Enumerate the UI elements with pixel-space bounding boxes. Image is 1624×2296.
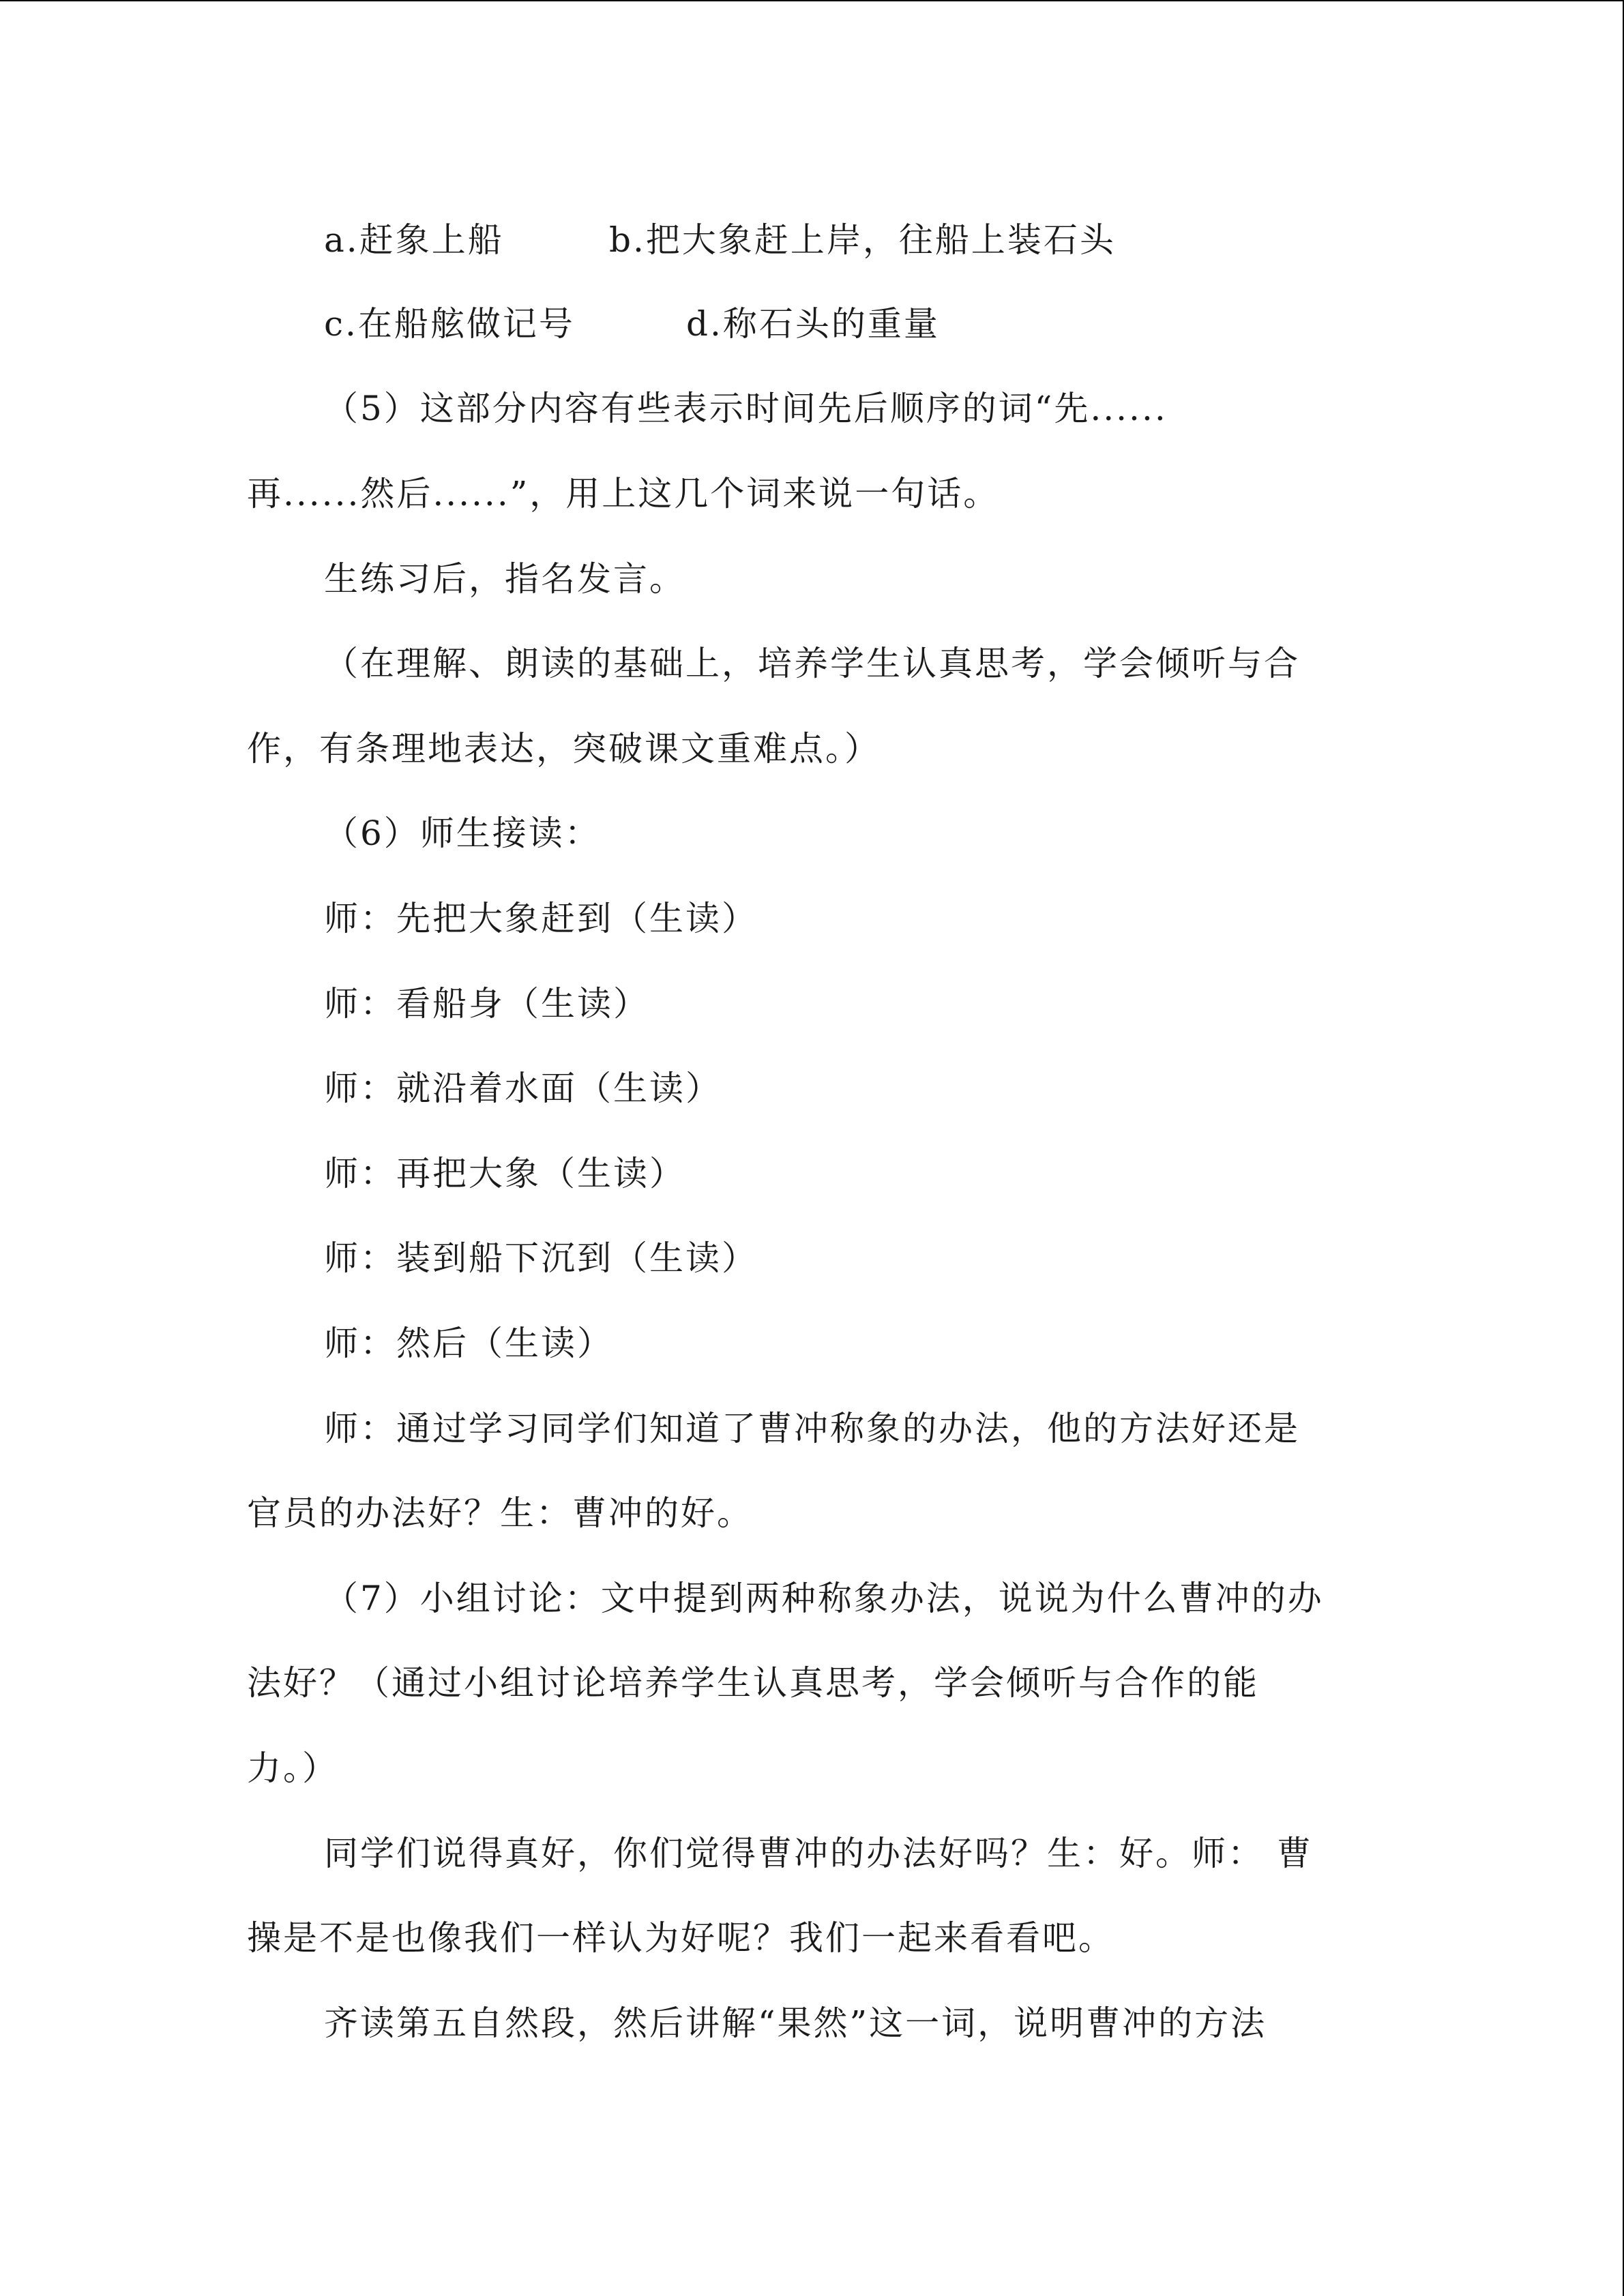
reading-line-3: 师：就沿着水面（生读）	[324, 1069, 722, 1108]
option-d: d.称石头的重量	[686, 304, 940, 344]
paragraph-7-line-2: 法好？（通过小组讨论培养学生认真思考，学会倾听与合作的能	[247, 1663, 1259, 1703]
reading-line-5: 师：装到船下沉到（生读）	[324, 1238, 758, 1278]
paragraph-note-line-2: 作，有条理地表达，突破课文重难点。）	[247, 729, 881, 769]
reading-line-6: 师：然后（生读）	[324, 1324, 613, 1363]
guide-line-1: 同学们说得真好，你们觉得曹冲的办法好吗？生：好。师： 曹	[324, 1834, 1313, 1873]
paragraph-7-line-3: 力。）	[247, 1748, 338, 1788]
option-b: b.把大象赶上岸，往船上装石头	[609, 220, 1116, 260]
reading-line-1: 师：先把大象赶到（生读）	[324, 899, 758, 938]
option-c: c.在船舷做记号	[324, 304, 575, 344]
paragraph-practice: 生练习后，指名发言。	[324, 559, 685, 599]
question-line-1: 师：通过学习同学们知道了曹冲称象的办法，他的方法好还是	[324, 1409, 1300, 1448]
paragraph-5-line-2: 再......然后......”，用上这几个词来说一句话。	[247, 474, 1000, 513]
paragraph-5-line-1: （5）这部分内容有些表示时间先后顺序的词“先......	[324, 389, 1168, 428]
reading-line-4: 师：再把大象（生读）	[324, 1154, 685, 1193]
question-line-2: 官员的办法好？生：曹冲的好。	[247, 1493, 753, 1533]
guide-line-2: 操是不是也像我们一样认为好呢？我们一起来看看吧。	[247, 1918, 1114, 1958]
reading-line-2: 师：看船身（生读）	[324, 984, 649, 1024]
paragraph-7-line-1: （7）小组讨论：文中提到两种称象办法，说说为什么曹冲的办	[324, 1579, 1324, 1618]
option-a: a.赶象上船	[324, 220, 504, 260]
last-paragraph-line: 齐读第五自然段，然后讲解“果然”这一词，说明曹冲的方法	[324, 2003, 1267, 2043]
paragraph-6-heading: （6）师生接读：	[324, 814, 601, 853]
paragraph-note-line-1: （在理解、朗读的基础上，培养学生认真思考，学会倾听与合	[324, 644, 1300, 683]
